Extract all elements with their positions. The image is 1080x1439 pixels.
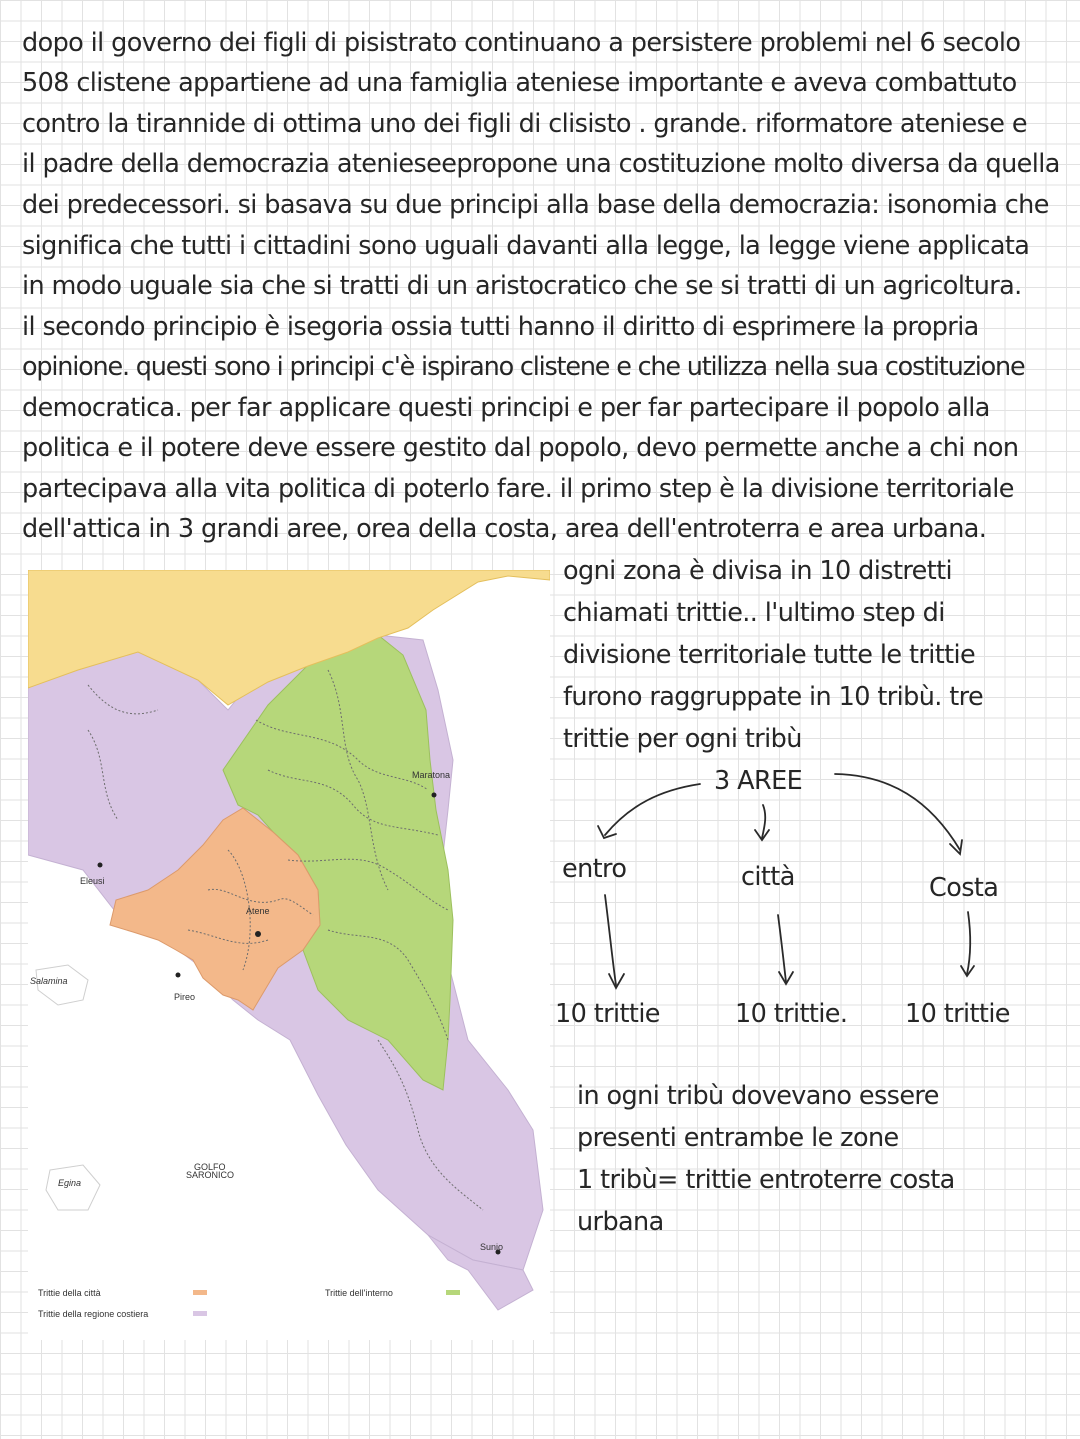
side-line: chiamati trittie.. l'ultimo step di [563,598,945,628]
paragraph-line: dell'attica in 3 grandi aree, orea della costa, area dell'entroterra e area urbana. [22,514,987,544]
diagram-count-citta: 10 trittie. [735,999,848,1029]
note-line: 1 tribù= trittie entroterre costa [577,1165,955,1195]
side-line: divisione territoriale tutte le trittie [563,640,976,670]
paragraph-line: dei predecessori. si basava su due principi alla base della democrazia: isonomia che [22,190,1049,220]
sunio-label: Sunio [480,1242,504,1252]
paragraph-line: 508 clistene appartiene ad una famiglia ateniese importante e aveva combattuto [22,68,1017,98]
diagram-area-entro: entro [562,854,627,884]
diagram-root: 3 AREE [714,766,803,796]
paragraph-line: il padre della democrazia atenieseepropone una costituzione molto diversa da quella [22,149,1060,179]
pireo-marker [176,973,181,978]
legend-coastal-label: Trittie della regione costiera [38,1309,149,1319]
note-line: in ogni tribù dovevano essere [577,1081,939,1111]
golfo-label-1: GOLFO [194,1162,226,1172]
note-line: presenti entrambe le zone [577,1123,899,1153]
diagram-count-costa: 10 trittie [905,999,1010,1029]
paragraph-line: significa che tutti i cittadini sono uguali davanti alla legge, la legge viene applicata [22,231,1030,261]
atene-marker [255,931,261,937]
side-line: ogni zona è divisa in 10 distretti [563,556,953,586]
paragraph-line: in modo uguale sia che si tratti di un aristocratico che se si tratti di un agricoltura. [22,271,1022,301]
side-line: trittie per ogni tribù [563,724,802,754]
legend-coastal-swatch [193,1311,207,1316]
egina-label: Egina [58,1178,82,1188]
eleusi-label: Eleusi [80,876,105,886]
legend-inland-label: Trittie dell'interno [325,1288,393,1298]
golfo-label-2: SARONICO [186,1170,235,1180]
paragraph-line: contro la tirannide di ottima uno dei figli di clisisto . grande. riformatore ateniese e [22,109,1027,139]
attica-map [28,570,550,1340]
legend-city-label: Trittie della città [38,1288,101,1298]
paragraph-line: politica e il potere deve essere gestito dal popolo, devo permette anche a chi non [22,433,1019,463]
maratona-label: Maratona [412,770,451,780]
legend-city-swatch [193,1290,207,1295]
salamina-label: Salamina [30,976,68,986]
atene-label: Atene [246,906,270,916]
note-line: urbana [577,1207,664,1237]
paragraph-line: opinione. questi sono i principi c'è ispirano clistene e che utilizza nella sua costituzione [22,352,1025,382]
paragraph-line: dopo il governo dei figli di pisistrato continuano a persistere problemi nel 6 secolo [22,28,1021,58]
diagram-area-costa: Costa [929,873,999,903]
paragraph-line: il secondo principio è isegoria ossia tutti hanno il diritto di esprimere la propria [22,312,979,342]
paragraph-line: democratica. per far applicare questi principi e per far partecipare il popolo alla [22,393,990,423]
side-line: furono raggruppate in 10 tribù. tre [563,682,984,712]
paragraph-line: partecipava alla vita politica di poterlo fare. il primo step è la divisione territoriale [22,474,1014,504]
pireo-label: Pireo [174,992,196,1002]
maratona-marker [432,793,437,798]
eleusi-marker [98,863,103,868]
legend-inland-swatch [446,1290,460,1295]
diagram-area-citta: città [741,862,795,892]
diagram-count-entro: 10 trittie [555,999,660,1029]
